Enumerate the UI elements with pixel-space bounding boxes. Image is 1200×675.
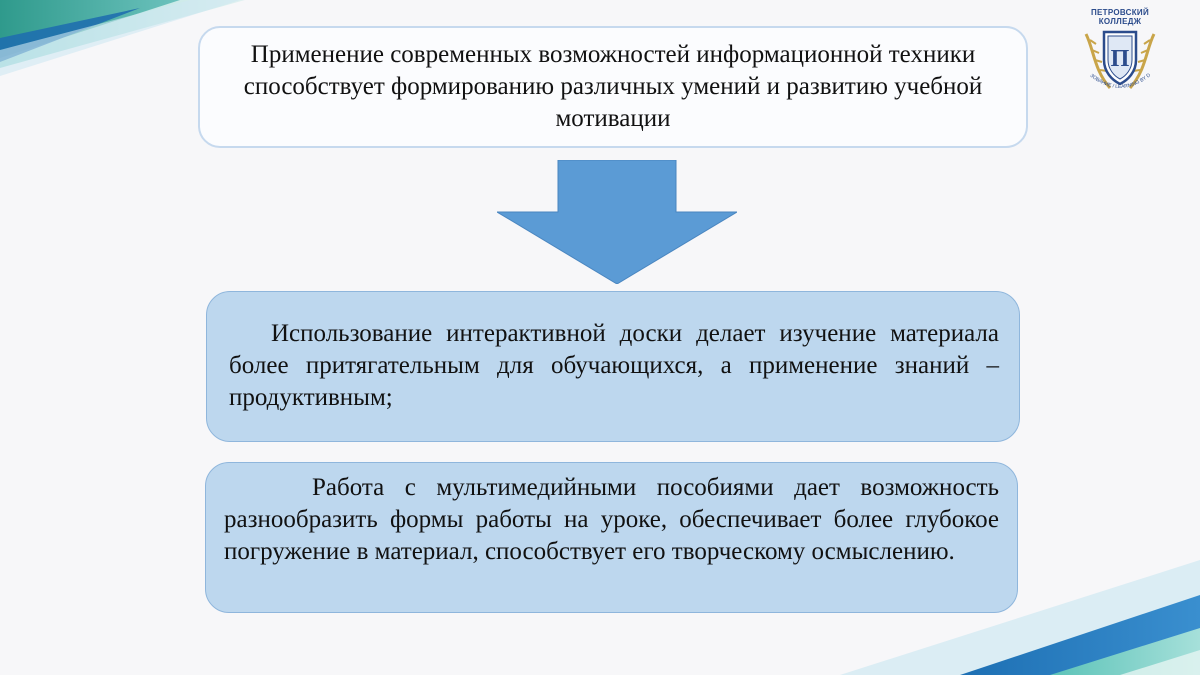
down-arrow-icon (497, 160, 737, 284)
top-statement-box (198, 26, 1028, 148)
college-crest-icon (1080, 26, 1160, 98)
multimedia-box (205, 462, 1018, 613)
logo-monogram: П (1110, 46, 1130, 72)
logo-motto: ЗОВАНИЕ / LEARNING BY D (1088, 72, 1152, 91)
logo-title-line2: КОЛЛЕДЖ (1098, 17, 1142, 26)
logo-title-line1: ПЕТРОВСКИЙ (1090, 8, 1150, 17)
interactive-board-text: Использование интерактивной доски делает изучение материала более притягательным для обучающихся, а применение знаний – продуктивным; (229, 320, 999, 411)
interactive-board-box (206, 291, 1020, 442)
top-statement-text: Применение современных возможностей информационной техники способствует формированию различных умений и развитию учебной мотивации (243, 41, 983, 132)
multimedia-text: Работа с мультимедийными пособиями дает возможность разнообразить формы работы на уроке, обеспечивает более глубокое погружение в материал, способствует его творческому осмыслению. (224, 474, 999, 565)
